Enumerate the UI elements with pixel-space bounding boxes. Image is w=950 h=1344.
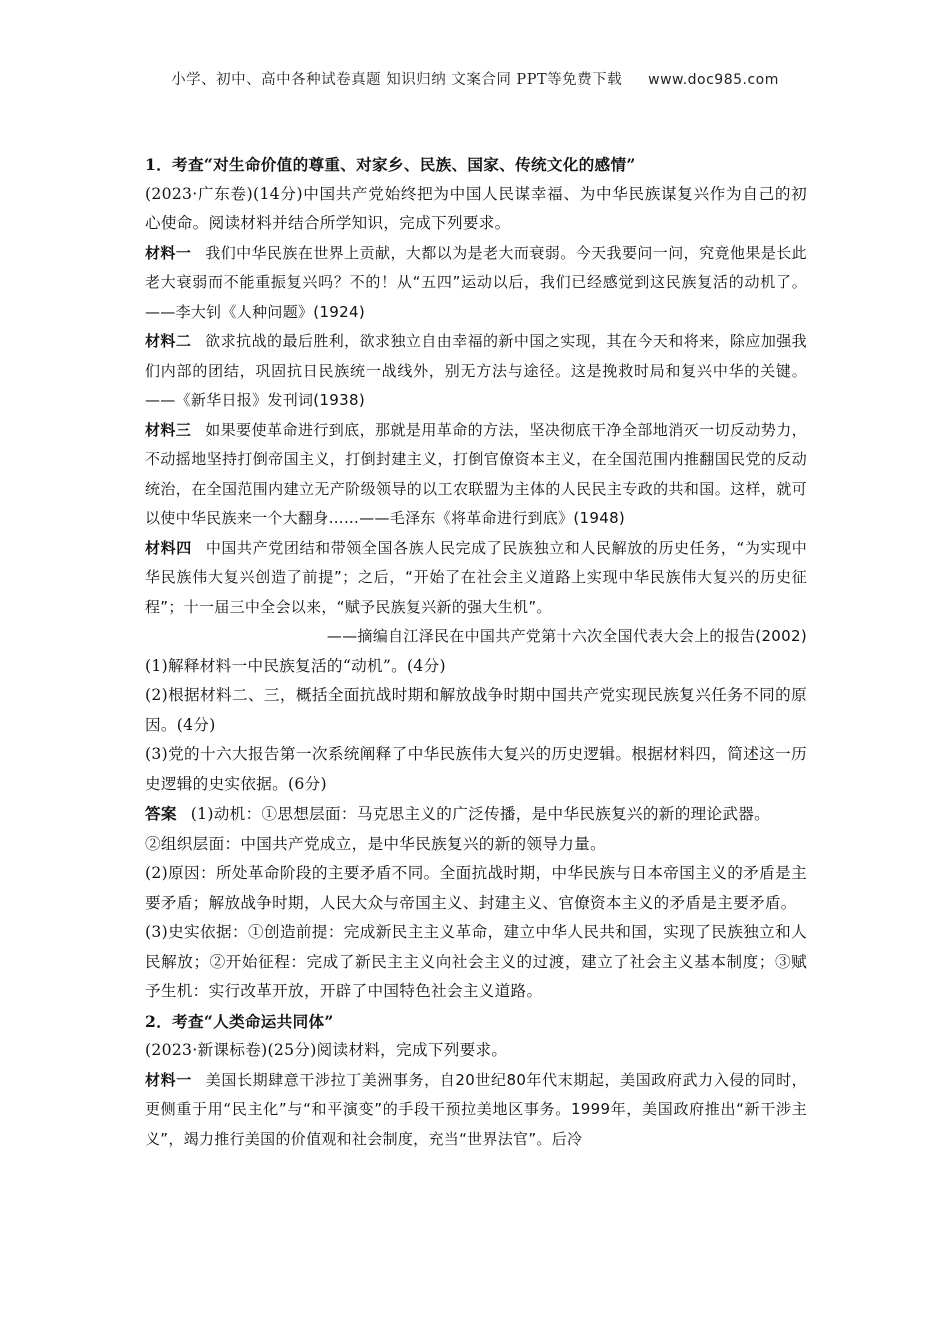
material-label: 材料三 (145, 420, 192, 439)
header-site: www.doc985.com (648, 72, 779, 88)
answer-text: (1)动机：①思想层面：马克思主义的广泛传播，是中华民族复兴的新的理论武器。 (190, 805, 771, 823)
q1-subquestion-3: (3)党的十六大报告第一次系统阐释了中华民族伟大复兴的历史逻辑。根据材料四，简述这一历史逻辑的史实依据。(6分) (145, 745, 807, 793)
question-2-title: 2．考查“人类命运共同体” (145, 1011, 334, 1031)
question-2-intro: (2023·新课标卷)(25分)阅读材料，完成下列要求。 (145, 1041, 508, 1059)
material-text: 如果要使革命进行到底，那就是用革命的方法，坚决彻底干净全部地消灭一切反动势力，不动摇地坚持打倒帝国主义，打倒封建主义，打倒官僚资本主义，在全国范围内推翻国民党的反动统治，在全国范围内建立无产阶级领导的以工农联盟为主体的人民民主专政的共和国。这样，就可以使中华民族来一个大翻身……——毛泽东《将革命进行到底》(1948) (145, 420, 807, 527)
q1-answer-1b: ②组织层面：中国共产党成立，是中华民族复兴的新的领导力量。 (145, 834, 606, 853)
material-text: 我们中华民族在世界上贡献，大都以为是老大而衰弱。今天我要问一问，究竟他果是长此老大衰弱而不能重振复兴吗？不的！从“五四”运动以后，我们已经感觉到这民族复活的动机了。——李大钊《人种问题》(1924) (145, 243, 807, 321)
question-1-title: 1．考查“对生命价值的尊重、对家乡、民族、国家、传统文化的感情” (145, 155, 636, 174)
q1-material-1 (145, 239, 807, 328)
document-body (145, 150, 807, 1154)
q1-answer-1 (145, 799, 807, 830)
material-text: 美国长期肆意干涉拉丁美洲事务，自20世纪80年代末期起，美国政府武力入侵的同时，更侧重于用“民主化”与“和平演变”的手段干预拉美地区事务。1999年，美国政府推出“新干涉主义”，竭力推行美国的价值观和社会制度，充当“世界法官”。后冷 (145, 1070, 807, 1148)
answer-label: 答案 (145, 804, 177, 823)
material-label: 材料四 (145, 538, 192, 557)
header-text: 小学、初中、高中各种试卷真题 知识归纳 文案合同 PPT等免费下载 (171, 72, 623, 88)
q1-material-2 (145, 327, 807, 416)
q1-subquestion-1: (1)解释材料一中民族复活的“动机”。(4分) (145, 656, 446, 675)
question-1-intro: (2023·广东卷)(14分)中国共产党始终把为中国人民谋幸福、为中华民族谋复兴作为自己的初心使命。阅读材料并结合所学知识，完成下列要求。 (145, 184, 807, 232)
q1-answer-2: (2)原因：所处革命阶段的主要矛盾不同。全面抗战时期，中华民族与日本帝国主义的矛盾是主要矛盾；解放战争时期，人民大众与帝国主义、封建主义、官僚资本主义的矛盾是主要矛盾。 (145, 864, 807, 912)
material-label: 材料二 (145, 332, 192, 350)
q1-subquestion-2: (2)根据材料二、三，概括全面抗战时期和解放战争时期中国共产党实现民族复兴任务不同的原因。(4分) (145, 686, 807, 734)
material-label: 材料一 (145, 243, 192, 262)
material-text: 中国共产党团结和带领全国各族人民完成了民族独立和人民解放的历史任务，“为实现中华民族伟大复兴创造了前提”；之后，“开始了在社会主义道路上实现中华民族伟大复兴的历史征程”；十一届三中全会以来，“赋予民族复兴新的强大生机”。 (145, 538, 807, 616)
q1-answer-3: (3)史实依据：①创造前提：完成新民主主义革命，建立中华人民共和国，实现了民族独立和人民解放；②开始征程：完成了新民主主义向社会主义的过渡，建立了社会主义基本制度；③赋予生机：实行改革开放，开辟了中国特色社会主义道路。 (145, 923, 807, 1000)
material-text: 欲求抗战的最后胜利，欲求独立自由幸福的新中国之实现，其在今天和将来，除应加强我们内部的团结，巩固抗日民族统一战线外，别无方法与途径。这是挽救时局和复兴中华的关键。——《新华日报》发刊词(1938) (145, 332, 807, 409)
material-label: 材料一 (145, 1070, 192, 1089)
q1-material-3 (145, 416, 807, 534)
q2-material-1 (145, 1066, 807, 1155)
q1-material-4-source: ——摘编自江泽民在中国共产党第十六次全国代表大会上的报告(2002) (326, 627, 807, 645)
q1-material-4 (145, 534, 807, 623)
page-header (0, 68, 950, 89)
